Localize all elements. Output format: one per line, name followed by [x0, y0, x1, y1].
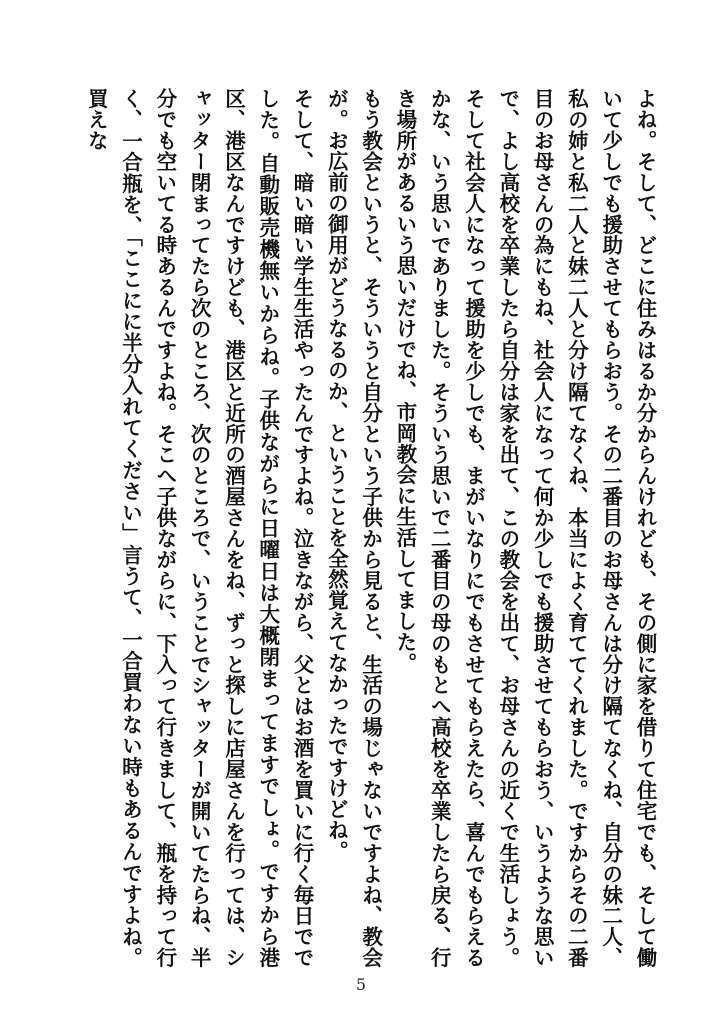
paragraph-3: そして、暗い暗い学生生活やったんですよね。泣きながら、父とはお酒を買いに行く毎日ででした。自動販売機無いからね。子供ながらに日曜日は大概閉まってますでしょ。ですから港区、港区なんですけども、港区と近所の酒屋さんをね、ずっと探しに店屋さんを行っては、シャッター閉まってたら次のところ、次のところで、いうことでシャッターが開いてたらね、半分でも空いてる時あるんですよね。そこへ子供ながらに、下入って行きまして、瓶を持って行く、一合瓶を、「ここにに半分入れてください」言うて、一合買わない時もあるんですよね。買えな — [84, 88, 315, 968]
vertical-text-body — [52, 88, 662, 968]
page-number: 5 — [355, 975, 367, 994]
paragraph-1: よね。そして、どこに住みはるか分からんけれども、その側に家を借りて住宅でも、そして働いて少しでも援助させてもらおう。その二番目のお母さんは分け隔てなくね、自分の妹二人、私の姉と私二人と妹二人と分け隔てなくね、本当によく育ててくれました。ですからその二番目のお母さんの為にもね、社会人になって何か少しでも援助させてもらおう、いうような思いで、よし高校を卒業したら自分は家を出て、この教会を出て、お母さんの近くで生活しょう。そして社会人になって援助を少しでも、まがいなりにでもさせてもらえたら、喜んでもらえるかな、いう思いでありました。そういう思いで二番目の母のもとへ高校を卒業したら戻る、行き場所があるいう思いだけでね、市岡教会に生活してました。 — [392, 88, 657, 968]
paragraph-2: もう教会というと、そういうと自分という子供から見ると、生活の場じゃないですよね、教会が。お広前の御用がどうなるのか、ということを全然覚えてなかったですけどね。 — [324, 88, 383, 968]
